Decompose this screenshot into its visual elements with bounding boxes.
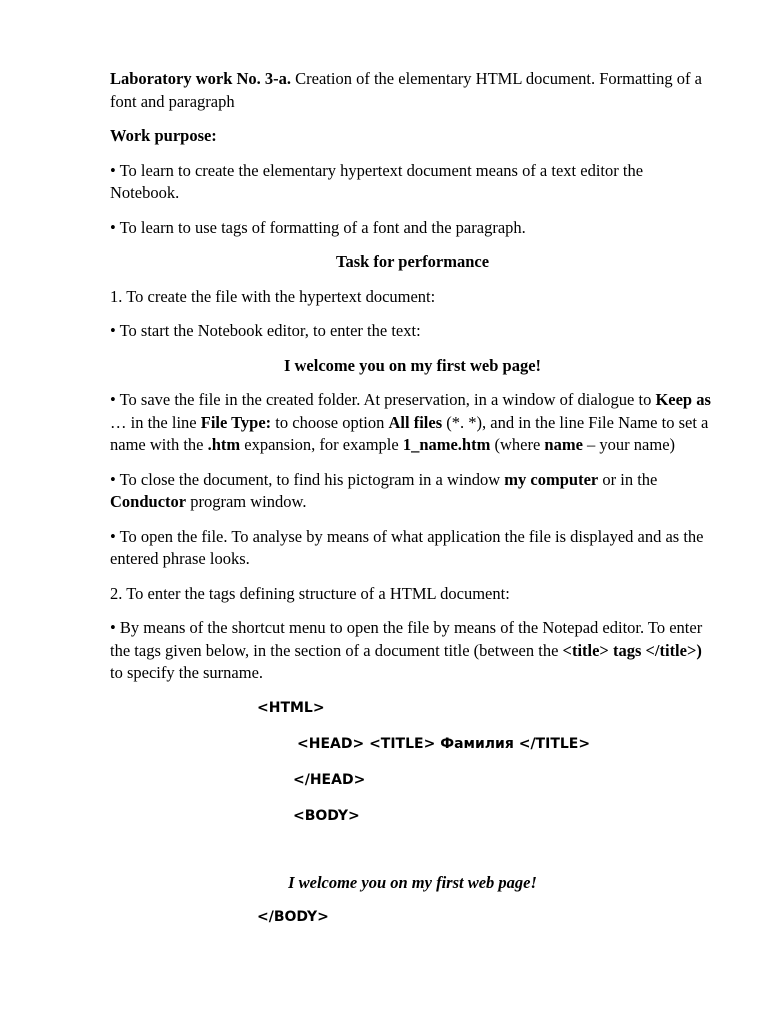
close-instruction: • To close the document, to find his pictogram in a window my computer or in the Conductor program window. <box>110 469 658 511</box>
lab-title-bold: Laboratory work No. 3-a. <box>110 69 292 88</box>
lab-title <box>110 68 715 113</box>
lab-title-rest: Creation of the elementary HTML document. Formatting of a font and paragraph <box>110 69 702 111</box>
htm-term: .htm <box>207 435 241 454</box>
code-body-open: <BODY> <box>293 807 360 824</box>
open-instruction: • To open the file. To analyse by means of what application the file is displayed and as the entered phrase looks. <box>110 526 704 568</box>
welcome-text: I welcome you on my first web page! <box>283 355 542 375</box>
filename-example: 1_name.htm <box>402 435 491 454</box>
code-body-close: </BODY> <box>257 909 329 925</box>
save-instruction: • To save the file in the created folder. At preservation, in a window of dialogue to Keep as … in the line File Type: to choose option All files (*. *), and in the line File Name to set a name with the .htm expansion, for example 1_name.htm (where name – your name) <box>110 390 711 454</box>
step-2: 2. To enter the tags defining structure of a HTML document: <box>110 583 510 603</box>
step-1: 1. To create the file with the hypertext document: <box>110 286 436 306</box>
file-type-term: File Type: <box>200 412 272 432</box>
document-page <box>110 68 715 928</box>
my-computer-term: my computer <box>504 469 599 489</box>
purpose-heading: Work purpose: <box>110 126 217 145</box>
task-heading: Task for performance <box>335 252 490 271</box>
code-welcome-text: I welcome you on my first web page! <box>288 872 537 892</box>
code-head-close: </HEAD> <box>293 771 366 788</box>
conductor-term: Conductor <box>110 492 187 511</box>
code-head-title: <HEAD> <TITLE> Фамилия </TITLE> <box>297 735 591 752</box>
name-term: name <box>544 435 583 454</box>
code-html-open: <HTML> <box>257 699 325 716</box>
title-tags-term: <title> tags </title>) <box>562 640 702 660</box>
step-1-start-notebook: • To start the Notebook editor, to enter the text: <box>110 321 421 340</box>
purpose-item-1: • To learn to create the elementary hypertext document means of a text editor the Notebook. <box>110 160 644 202</box>
purpose-item-2: • To learn to use tags of formatting of a font and the paragraph. <box>110 217 526 237</box>
keep-as-term: Keep as <box>655 390 711 409</box>
all-files-term: All files <box>388 412 443 432</box>
shortcut-instruction: • By means of the shortcut menu to open the file by means of the Notepad editor. To enter the tags given below, in the section of a document title (between the <title> tags </title>) to specify the surname. <box>110 618 703 682</box>
